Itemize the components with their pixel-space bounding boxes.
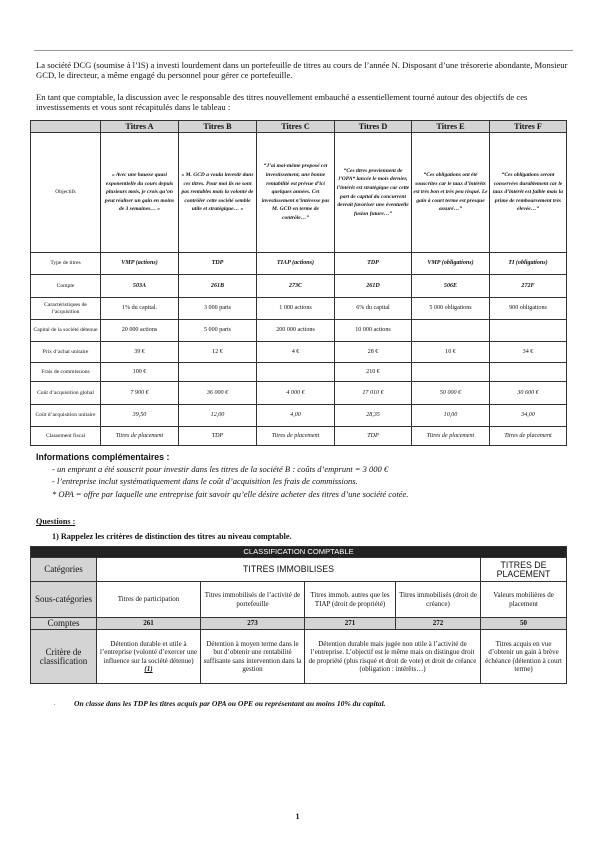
critere-titres-immobilises: Détention durable mais jugée non utile à l’activité de l’entreprise. L’objectif est le même mais on distingue droit de propriété (plus risqué et droit de vote) et droit de créance (obligation : intérêts…) (305, 630, 481, 684)
table-cell: TI (obligations) (490, 253, 567, 275)
table-cell: 261D (335, 275, 412, 298)
questions-title: Questions : (36, 517, 76, 526)
cell-objectif-c: “J’ai moi-même proposé cet investissement, une bonne rentabilité est prévue d’ici quelques années. Cet investissement n’intéresse pas M. GCD en terme de contrôle…” (257, 133, 335, 253)
row-label: Coût d’acquisition global (31, 382, 101, 405)
table-cell: Titres de placement (490, 427, 567, 446)
row-compte (31, 275, 567, 298)
subcategories-label: Sous-catégories (31, 582, 97, 618)
titres-immobilises-header: TITRES IMMOBILISES (97, 558, 481, 582)
row-critere (31, 630, 567, 684)
table-cell: 273C (257, 275, 335, 298)
row-type-titres (31, 253, 567, 275)
row-label: Coût d’acquisition unitaire (31, 405, 101, 427)
table-cell: VMP (actions) (101, 253, 179, 275)
table-cell (412, 320, 490, 342)
table-cell: Titres de placement (257, 427, 335, 446)
row-capital (31, 320, 567, 342)
info-line-1: - un emprunt a été souscrit pour investir dans les titres de la société B : coûts d’emprunt = 3 000 € (52, 464, 389, 474)
compte-cell: 271 (305, 618, 396, 630)
row-sous-categories (31, 582, 567, 618)
table-cell: TIAP (actions) (257, 253, 335, 275)
subcategory-cell: Titres immobilisés de l’activité de portefeuille (201, 582, 305, 618)
table-cell: 12,00 (179, 405, 257, 427)
info-line-2: - l’entreprise inclut systématiquement dans le coût d’acquisition les frais de commissions. (52, 476, 358, 486)
row-label: Compte (31, 275, 101, 298)
cell-objectif-f: “Ces obligations seront conservées durablement car le taux d’intérêt est faible mais la prime de remboursement très élevée…” (490, 133, 567, 253)
intro-paragraph-2: En tant que comptable, la discussion avec le responsable des titres nouvellement embauché a essentiellement tourné autour des objectifs de ces investissements et vous sont récapitulés dans le tableau : (36, 92, 528, 113)
row-cout-global (31, 382, 567, 405)
table-cell: 900 obligations (490, 298, 567, 320)
table-cell: 4,00 (257, 405, 335, 427)
footnote-ref: (1) (144, 665, 153, 673)
classification-title: CLASSIFICATION COMPTABLE (31, 547, 567, 558)
table-cell: TDP (335, 427, 412, 446)
critere-text: Détention durable et utile à l’entreprise (volonté d’exercer une influence sur la société détenue) (100, 639, 197, 665)
row-objectifs (31, 133, 567, 253)
table-cell: 4 000 € (257, 382, 335, 405)
header-titres-e: Titres E (412, 121, 490, 133)
table-cell: 10 € (412, 342, 490, 363)
titres-table (30, 120, 567, 446)
table-cell: 200 000 actions (257, 320, 335, 342)
critere-placement: Titres acquis en vue d’obtenir un gain à brève échéance (détention à court terme) (481, 630, 567, 684)
comptes-label: Comptes (31, 618, 97, 630)
table-cell: 34,00 (490, 405, 567, 427)
header-titres-a: Titres A (101, 121, 179, 133)
header-titres-b: Titres B (179, 121, 257, 133)
table-cell: 39 € (101, 342, 179, 363)
row-prix-achat (31, 342, 567, 363)
cell-objectif-a: « Avec une hausse quasi exponentielle du cours depuis plusieurs mois, je crois qu’on peut réaliser un gain en moins de 3 semaines… » (101, 133, 179, 253)
table-cell: 261B (179, 275, 257, 298)
row-frais (31, 363, 567, 382)
table-cell (490, 320, 567, 342)
row-comptes (31, 618, 567, 630)
table-cell: VMP (obligations) (412, 253, 490, 275)
row-categories (31, 558, 567, 582)
page-number: 1 (295, 812, 300, 821)
subcategory-cell: Titres immob. autres que les TIAP (droit de propriété) (305, 582, 396, 618)
table-cell: 4 € (257, 342, 335, 363)
table-cell: 3 000 parts (179, 298, 257, 320)
table-cell: 10 000 actions (335, 320, 412, 342)
table-cell: 10,00 (412, 405, 490, 427)
table-cell: 17 010 € (335, 382, 412, 405)
classification-title-row (31, 547, 567, 558)
table-cell: TDP (179, 427, 257, 446)
row-caracteristiques (31, 298, 567, 320)
compte-cell: 50 (481, 618, 567, 630)
table-cell: 36 000 € (179, 382, 257, 405)
table-cell: 6% du capital (335, 298, 412, 320)
intro-paragraph-1: La société DCG (soumise à l’IS) a investi lourdement dans un portefeuille de titres au cours de l’année N. Disposant d’une trésorerie abondante, Monsieur GCD, le directeur, a même engagé du personnel pour gérer ce portefeuille. (36, 60, 568, 81)
table-cell: 1% du capital. (101, 298, 179, 320)
titres-placement-header: TITRES DE PLACEMENT (481, 558, 567, 582)
table-cell (490, 363, 567, 382)
row-classement-fiscal (31, 427, 567, 446)
row-label: Caractéristiques de l’acquisition (31, 298, 101, 320)
classification-table (30, 546, 567, 684)
question-1: 1) Rappelez les critères de distinction des titres au niveau comptable. (52, 532, 292, 541)
table-cell: 28,35 (335, 405, 412, 427)
table-cell: 30 600 € (490, 382, 567, 405)
info-line-3: * OPA = offre par laquelle une entreprise fait savoir qu’elle désire acheter des titres d’une société cotée. (52, 489, 409, 499)
subcategory-cell: Titres immobilisés (droit de créance) (396, 582, 481, 618)
row-label: Prix d’achat unitaire (31, 342, 101, 363)
table-cell (179, 363, 257, 382)
table-cell: 272F (490, 275, 567, 298)
cell-objectif-e: “Ces obligations ont été souscrites car le taux d’intérêts est très bon et très peu risqué. Le gain à court terme est presque assuré…” (412, 133, 490, 253)
compte-cell: 261 (97, 618, 201, 630)
table-cell: 12 € (179, 342, 257, 363)
table-cell: TDP (335, 253, 412, 275)
titres-header-row (31, 121, 567, 133)
row-label: Frais de commissions (31, 363, 101, 382)
row-label: Objectifs (31, 133, 101, 253)
table-cell: 50 000 € (412, 382, 490, 405)
table-cell: 5 000 parts (179, 320, 257, 342)
critere-participation (97, 630, 201, 684)
table-cell: 7 900 € (101, 382, 179, 405)
row-cout-unitaire (31, 405, 567, 427)
table-cell: 210 € (335, 363, 412, 382)
categories-label: Catégories (31, 558, 97, 582)
critere-label: Critère de classification (31, 630, 97, 684)
table-cell: 28 € (335, 342, 412, 363)
subcategory-cell: Valeurs mobilières de placement (481, 582, 567, 618)
table-cell: 1 000 actions (257, 298, 335, 320)
header-titres-c: Titres C (257, 121, 335, 133)
table-cell: 20 000 actions (101, 320, 179, 342)
footnote-text: On classe dans les TDP les titres acquis par OPA ou OPE ou représentant au moins 10% du capital. (74, 699, 386, 708)
table-cell (257, 363, 335, 382)
table-cell: 39,50 (101, 405, 179, 427)
row-label: Type de titres (31, 253, 101, 275)
header-corner (31, 121, 101, 133)
row-label: Classement fiscal (31, 427, 101, 446)
table-cell: 503A (101, 275, 179, 298)
header-titres-f: Titres F (490, 121, 567, 133)
compte-cell: 272 (396, 618, 481, 630)
row-label: Capital de la société détenue (31, 320, 101, 342)
table-cell: 5 000 obligations (412, 298, 490, 320)
compte-cell: 273 (201, 618, 305, 630)
table-cell (412, 363, 490, 382)
table-cell: 100 € (101, 363, 179, 382)
info-title: Informations complémentaires : (36, 452, 170, 462)
table-cell: Titres de placement (101, 427, 179, 446)
subcategory-cell: Titres de participation (97, 582, 201, 618)
table-cell: 34 € (490, 342, 567, 363)
cell-objectif-d: “Ces titres proviennent de l’OPA* lancée le mois dernier, l’intérêt est stratégique car cette part de capital du concurrent devrait favoriser une éventuelle fusion future…” (335, 133, 412, 253)
table-cell: 506E (412, 275, 490, 298)
note-marker: . (54, 701, 56, 707)
critere-tiap: Détention à moyen terme dans le but d’obtenir une rentabilité suffisante sans intervention dans la gestion (201, 630, 305, 684)
table-cell: Titres de placement (412, 427, 490, 446)
top-rule (34, 50, 573, 51)
table-cell: TDP (179, 253, 257, 275)
header-titres-d: Titres D (335, 121, 412, 133)
cell-objectif-b: « M. GCD a voulu investir dans ces titres. Pour moi ils ne sont pas rentables mais la volonté de contrôler cette société semble utile et stratégique… » (179, 133, 257, 253)
